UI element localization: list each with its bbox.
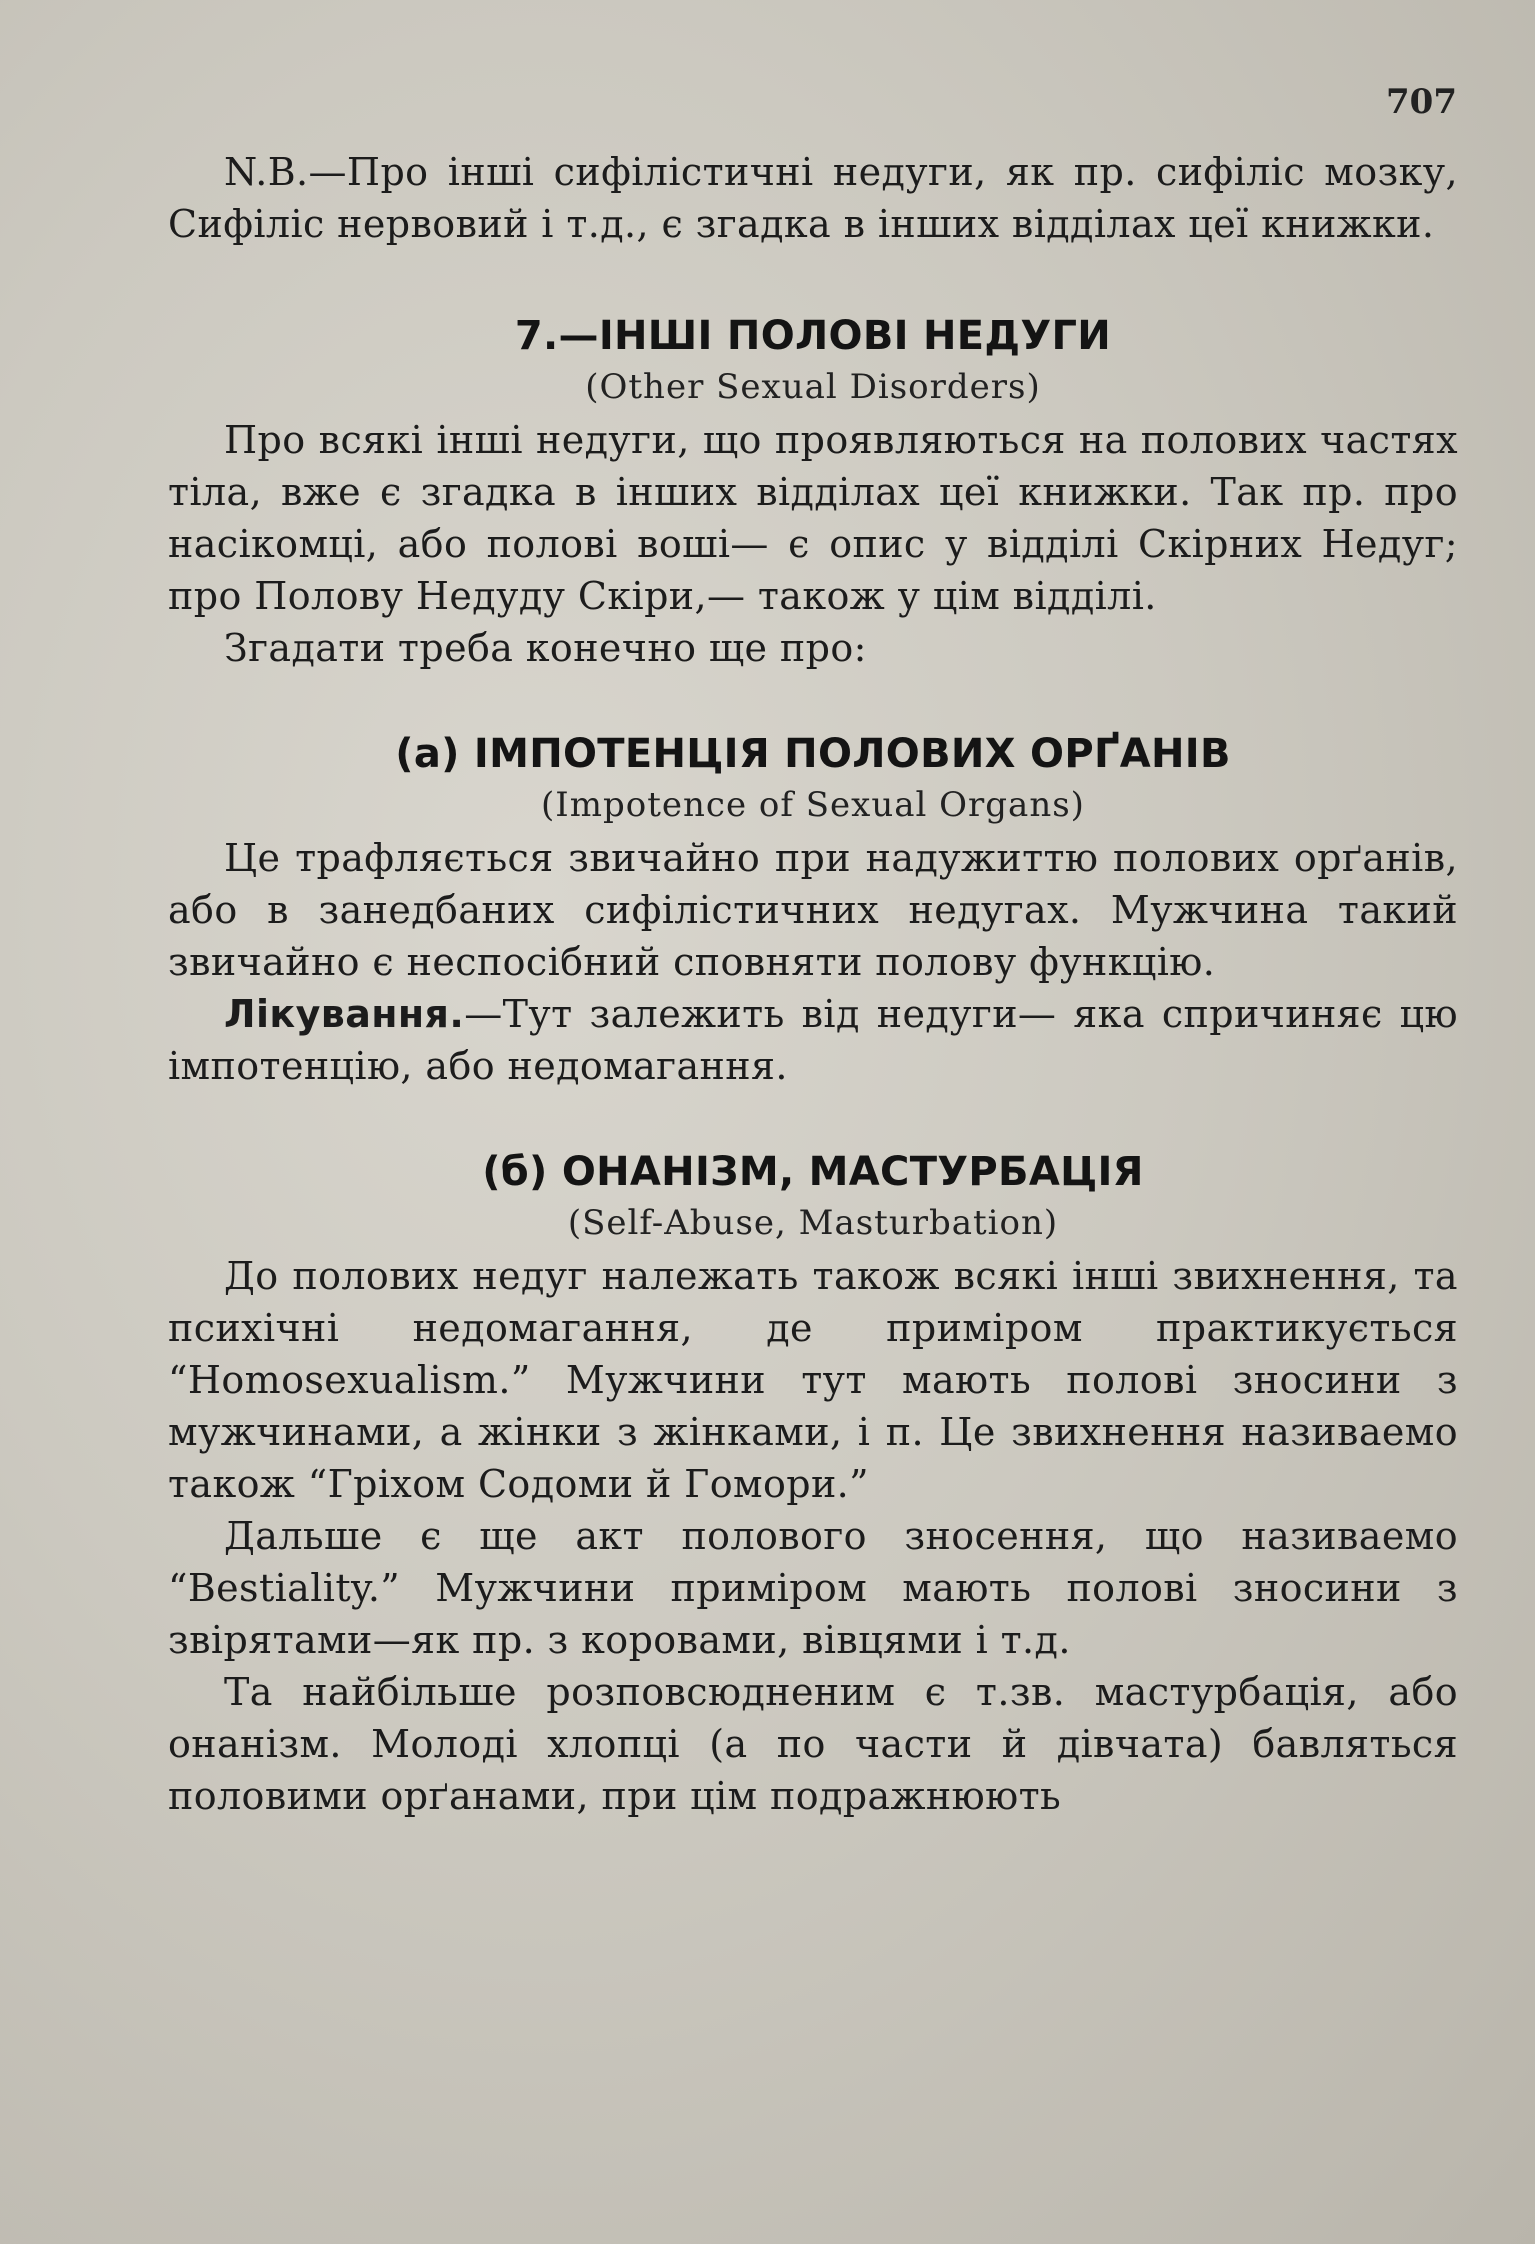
- section-b-paragraph-3: Та найбільше розповсюдненим є т.зв. мастурбація, або онанізм. Молоді хлопці (а по части й дівчата) бавляться половими орґанами, при цім подражнюють: [168, 1670, 1458, 1818]
- section-7-heading: 7.—ІНШІ ПОЛОВІ НЕДУГИ: [514, 313, 1112, 359]
- section-b-heading: (б) ОНАНІЗМ, МАСТУРБАЦІЯ: [482, 1149, 1144, 1195]
- section-b-paragraph-1: До полових недуг належать також всякі інші звихнення, та психічні недомагання, де приміром практикується “Homosexualism.” Мужчини тут мають полові зносини з мужчинами, а жінки з жінками, і п. Це звихнення називаемо також “Гріхом Содоми й Гомори.”: [168, 1254, 1458, 1506]
- section-a-paragraph-1: Це трафляється звичайно при надужиттю полових орґанів, або в занедбаних сифілістичних недугах. Мужчина такий звичайно є неспосібний сповняти полову функцію.: [168, 836, 1458, 984]
- page-content: [168, 146, 1458, 1822]
- section-b-subtitle: (Self-Abuse, Masturbation): [567, 1203, 1059, 1243]
- section-b-paragraph-2: Дальше є ще акт полового зносення, що називаемо “Bestiality.” Мужчини приміром мають полові зносини з звірятами—як пр. з коровами, вівцями і т.д.: [168, 1514, 1458, 1662]
- section-b: [168, 1144, 1458, 1822]
- section-a: [168, 726, 1458, 1092]
- nb-paragraph: N.B.—Про інші сифілістичні недуги, як пр. сифіліс мозку, Сифіліс нервовий і т.д., є згадка в інших відділах цеї книжки.: [168, 150, 1458, 246]
- treatment-label: Лікування.: [224, 992, 465, 1036]
- section-a-subtitle: (Impotence of Sexual Organs): [541, 785, 1085, 825]
- section-a-heading: (а) ІМПОТЕНЦІЯ ПОЛОВИХ ОРҐАНІВ: [395, 731, 1231, 777]
- section-a-treatment-paragraph: [168, 988, 1458, 1092]
- section-7-paragraph-2: Згадати треба конечно ще про:: [224, 626, 867, 670]
- section-7-paragraph-1: Про всякі інші недуги, що проявляються на полових частях тіла, вже є згадка в інших відділах цеї книжки. Так пр. про насікомці, або полові воші— є опис у відділі Скірних Недуг; про Полову Недуду Скіри,— також у цім відділі.: [168, 418, 1458, 618]
- page-number: 707: [1386, 82, 1457, 122]
- section-7: [168, 308, 1458, 674]
- section-7-subtitle: (Other Sexual Disorders): [585, 367, 1041, 407]
- treatment-text: —Тут залежить від недуги— яка спричиняє цю імпотенцію, або недомагання.: [168, 992, 1458, 1088]
